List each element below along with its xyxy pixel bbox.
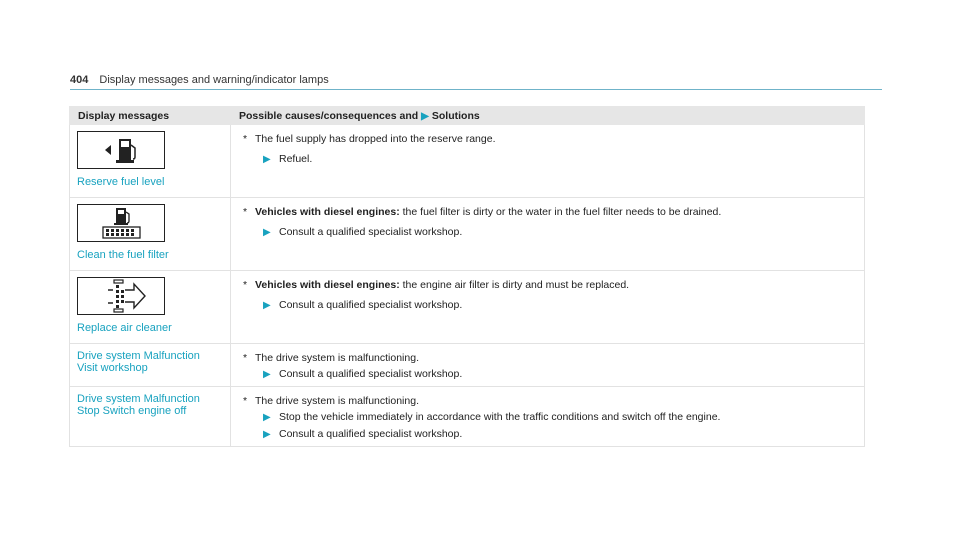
solution-item [243, 410, 856, 425]
solution-item [243, 427, 856, 442]
page-number: 404 [70, 74, 89, 86]
solution-text: Consult a qualified specialist workshop. [279, 299, 463, 311]
solution-item [243, 152, 856, 167]
solution-text: Refuel. [279, 153, 313, 165]
solution-text: Consult a qualified specialist workshop. [279, 226, 463, 238]
col-header-causes: Possible causes/consequences and [239, 109, 419, 122]
cause-desc: The drive system is malfunctioning. [255, 352, 419, 364]
solution-text: Consult a qualified specialist workshop. [279, 368, 463, 380]
message-cell [70, 271, 231, 344]
table-row [70, 344, 865, 387]
message-label-line1: Drive system Malfunction [77, 350, 200, 362]
arrow-icon: ▶ [263, 429, 271, 440]
message-label-line2: Visit workshop [77, 362, 148, 374]
table-row [70, 387, 865, 447]
cause-desc: The drive system is malfunctioning. [255, 395, 419, 407]
solution-text: Stop the vehicle immediately in accordance with the traffic conditions and switch off the engine. [279, 411, 721, 423]
solution-item [243, 225, 856, 240]
bullet-star: * [243, 352, 248, 364]
bullet-star: * [243, 395, 248, 407]
bullet-star: * [243, 133, 248, 145]
message-label: Clean the fuel filter [77, 249, 169, 261]
table-row [70, 198, 865, 271]
cause-text [243, 394, 856, 408]
bullet-star: * [243, 279, 248, 291]
air-cleaner-icon [77, 277, 165, 315]
arrow-icon: ▶ [263, 227, 271, 238]
arrow-icon: ▶ [263, 412, 271, 423]
solution-cell [231, 125, 865, 198]
cause-bold: Vehicles with diesel engines: [255, 279, 400, 291]
solution-cell [231, 387, 865, 447]
solutions-arrow-icon: ▶ [421, 110, 429, 122]
message-cell [70, 198, 231, 271]
cause-desc: the engine air filter is dirty and must be replaced. [399, 279, 630, 291]
solution-item [243, 298, 856, 313]
table-header-row [70, 107, 865, 125]
message-cell [70, 387, 231, 447]
col-header-causes-solutions [231, 107, 865, 125]
solution-item [243, 367, 856, 382]
message-label: Reserve fuel level [77, 176, 165, 188]
cause-text [243, 132, 856, 146]
cause-text [243, 205, 856, 219]
cause-text [243, 278, 856, 292]
table-row [70, 125, 865, 198]
fuel-filter-icon [77, 204, 165, 242]
header-rule [70, 89, 882, 90]
cause-desc: the fuel filter is dirty or the water in the fuel filter needs to be drained. [399, 206, 722, 218]
solution-cell [231, 344, 865, 387]
message-label: Replace air cleaner [77, 322, 172, 334]
fuel-reserve-icon [77, 131, 165, 169]
arrow-icon: ▶ [263, 154, 271, 165]
cause-text [243, 351, 856, 365]
solution-cell [231, 198, 865, 271]
col-header-display-messages: Display messages [70, 107, 231, 125]
cause-desc: The fuel supply has dropped into the reserve range. [255, 133, 496, 145]
bullet-star: * [243, 206, 248, 218]
page-header-title: Display messages and warning/indicator lamps [99, 74, 329, 86]
table-row [70, 271, 865, 344]
solution-text: Consult a qualified specialist workshop. [279, 428, 463, 440]
message-cell [70, 344, 231, 387]
col-header-solutions: Solutions [431, 109, 480, 122]
message-label-line1: Drive system Malfunction [77, 393, 200, 405]
cause-bold: Vehicles with diesel engines: [255, 206, 400, 218]
message-label-line2: Stop Switch engine off [77, 405, 187, 417]
message-cell [70, 125, 231, 198]
solution-cell [231, 271, 865, 344]
arrow-icon: ▶ [263, 369, 271, 380]
display-messages-table [69, 106, 865, 447]
arrow-icon: ▶ [263, 300, 271, 311]
page-header [70, 74, 329, 86]
